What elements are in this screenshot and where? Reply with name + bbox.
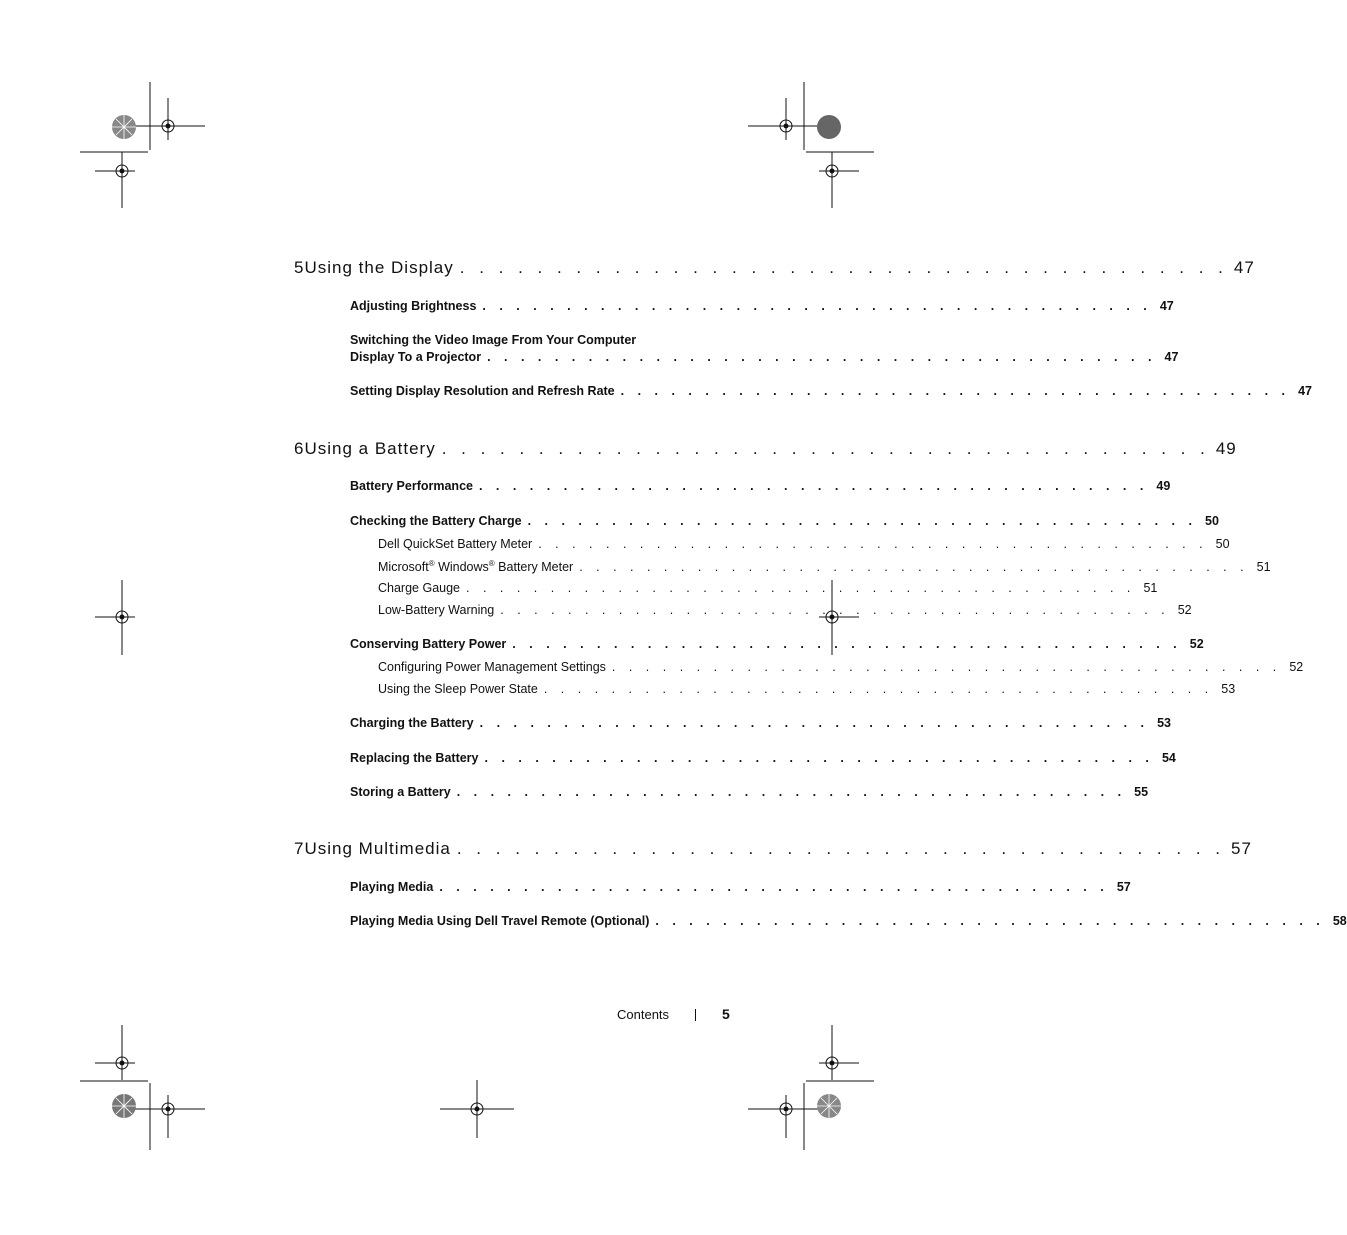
toc-section-conserving-power[interactable] — [350, 637, 1204, 655]
toc-chapter-7[interactable] — [294, 839, 1252, 863]
subsection-page: 52 — [1289, 660, 1304, 674]
dot-leader: . . . . . . . . . . . . . . . . . . . . . . . . . . . . . . . . . . . . . . . . — [459, 258, 1228, 277]
section-page: 47 — [1298, 384, 1312, 398]
toc-section-display-resolution[interactable] — [350, 384, 1312, 402]
section-title: Adjusting Brightness — [350, 299, 477, 313]
dot-leader: . . . . . . . . . . . . . . . . . . . . . . . . . . . . . . . . . . . . . . . . — [538, 537, 1208, 551]
section-title: Replacing the Battery — [350, 751, 479, 765]
dot-leader: . . . . . . . . . . . . . . . . . . . . . . . . . . . . . . . . . . . . . . . . — [478, 479, 1149, 493]
section-title: Playing Media — [350, 880, 434, 894]
dot-leader: . . . . . . . . . . . . . . . . . . . . . . . . . . . . . . . . . . . . . . . . — [611, 660, 1282, 674]
chapter-title: Using a Battery — [304, 439, 436, 458]
section-title: Conserving Battery Power — [350, 637, 507, 651]
section-title: Checking the Battery Charge — [350, 514, 522, 528]
dot-leader: . . . . . . . . . . . . . . . . . . . . . . . . . . . . . . . . . . . . . . . . — [527, 514, 1197, 528]
chapter-number: 6 — [294, 439, 305, 458]
subsection-page: 51 — [1256, 560, 1271, 575]
toc-section-replacing-battery[interactable] — [350, 751, 1176, 769]
section-title-line1: Switching the Video Image From Your Computer — [350, 333, 637, 347]
title-part: Battery Meter — [494, 560, 574, 575]
toc-section-switching-video[interactable] — [350, 333, 1179, 368]
chapter-page: 49 — [1215, 439, 1237, 458]
section-title: Charging the Battery — [350, 716, 474, 730]
subsection-page: 50 — [1215, 537, 1230, 551]
footer-divider — [695, 1009, 696, 1021]
dot-leader: . . . . . . . . . . . . . . . . . . . . . . . . . . . . . . . . . . . . . . . . — [441, 439, 1210, 458]
section-title: Playing Media Using Dell Travel Remote (Optional) — [350, 914, 650, 928]
dot-leader: . . . . . . . . . . . . . . . . . . . . . . . . . . . . . . . . . . . . . . . . — [456, 785, 1127, 799]
subsection-title: Dell QuickSet Battery Meter — [378, 537, 533, 551]
page-footer — [617, 1006, 737, 1026]
title-part: Windows — [434, 560, 489, 575]
toc-section-battery-performance[interactable] — [350, 479, 1171, 497]
chapter-title: Using Multimedia — [304, 839, 451, 858]
section-page: 49 — [1156, 479, 1171, 493]
subsection-title: Charge Gauge — [378, 581, 461, 595]
section-title: Storing a Battery — [350, 785, 451, 799]
toc-section-adjusting-brightness[interactable] — [350, 299, 1174, 317]
toc-subsection-quickset-meter[interactable] — [378, 537, 1230, 555]
subsection-title: Low-Battery Warning — [378, 603, 495, 617]
subsection-page: 52 — [1177, 603, 1192, 617]
chapter-page: 47 — [1233, 258, 1255, 277]
subsection-title — [378, 559, 573, 574]
chapter-page: 57 — [1231, 839, 1252, 858]
toc-subsection-charge-gauge[interactable] — [378, 581, 1158, 599]
title-part: Microsoft — [378, 560, 429, 575]
section-page: 52 — [1189, 637, 1204, 651]
section-page: 58 — [1332, 914, 1347, 928]
dot-leader: . . . . . . . . . . . . . . . . . . . . . . . . . . . . . . . . . . . . . . . . — [456, 839, 1225, 858]
section-page: 54 — [1161, 751, 1176, 765]
toc-section-storing-battery[interactable] — [350, 785, 1149, 803]
toc-section-charging-battery[interactable] — [350, 716, 1171, 734]
dot-leader: . . . . . . . . . . . . . . . . . . . . . . . . . . . . . . . . . . . . . . . . — [543, 682, 1214, 696]
chapter-title: Using the Display — [304, 258, 454, 277]
toc-subsection-low-battery[interactable] — [378, 603, 1192, 621]
dot-leader: . . . . . . . . . . . . . . . . . . . . . . . . . . . . . . . . . . . . . . . . — [439, 880, 1109, 894]
chapter-number: 7 — [294, 839, 305, 858]
toc-subsection-windows-meter[interactable] — [378, 559, 1271, 577]
section-title: Setting Display Resolution and Refresh Rate — [350, 384, 615, 398]
dot-leader: . . . . . . . . . . . . . . . . . . . . . . . . . . . . . . . . . . . . . . . . — [487, 350, 1157, 364]
dot-leader: . . . . . . . . . . . . . . . . . . . . . . . . . . . . . . . . . . . . . . . . — [579, 560, 1249, 575]
dot-leader: . . . . . . . . . . . . . . . . . . . . . . . . . . . . . . . . . . . . . . . . — [479, 716, 1149, 730]
section-page: 55 — [1134, 785, 1149, 799]
dot-leader: . . . . . . . . . . . . . . . . . . . . . . . . . . . . . . . . . . . . . . . . — [620, 384, 1290, 398]
dot-leader: . . . . . . . . . . . . . . . . . . . . . . . . . . . . . . . . . . . . . . . . — [484, 751, 1154, 765]
subsection-title: Using the Sleep Power State — [378, 682, 538, 696]
section-page: 53 — [1157, 716, 1171, 730]
footer-page-number: 5 — [722, 1006, 730, 1022]
subsection-title: Configuring Power Management Settings — [378, 660, 606, 674]
dot-leader: . . . . . . . . . . . . . . . . . . . . . . . . . . . . . . . . . . . . . . . . — [655, 914, 1325, 928]
toc-section-checking-charge[interactable] — [350, 514, 1219, 532]
section-page: 47 — [1164, 350, 1179, 364]
section-page: 47 — [1159, 299, 1174, 313]
dot-leader: . . . . . . . . . . . . . . . . . . . . . . . . . . . . . . . . . . . . . . . . — [466, 581, 1136, 595]
section-title: Battery Performance — [350, 479, 473, 493]
registered-mark: ® — [488, 559, 495, 568]
toc-chapter-6[interactable] — [294, 439, 1237, 463]
section-page: 50 — [1205, 514, 1219, 528]
chapter-number: 5 — [294, 258, 305, 277]
toc-subsection-sleep-state[interactable] — [378, 682, 1236, 700]
toc-chapter-5[interactable] — [294, 258, 1255, 282]
dot-leader: . . . . . . . . . . . . . . . . . . . . . . . . . . . . . . . . . . . . . . . . — [500, 603, 1170, 617]
dot-leader: . . . . . . . . . . . . . . . . . . . . . . . . . . . . . . . . . . . . . . . . — [482, 299, 1152, 313]
subsection-page: 51 — [1143, 581, 1158, 595]
toc-section-travel-remote[interactable] — [350, 914, 1347, 932]
dot-leader: . . . . . . . . . . . . . . . . . . . . . . . . . . . . . . . . . . . . . . . . — [512, 637, 1182, 651]
subsection-page: 53 — [1221, 682, 1236, 696]
section-title: Display To a Projector — [350, 350, 482, 364]
footer-label: Contents — [617, 1007, 670, 1022]
section-page: 57 — [1116, 880, 1131, 894]
toc-section-playing-media[interactable] — [350, 880, 1131, 898]
registered-mark: ® — [428, 559, 435, 568]
toc-subsection-power-settings[interactable] — [378, 660, 1304, 678]
